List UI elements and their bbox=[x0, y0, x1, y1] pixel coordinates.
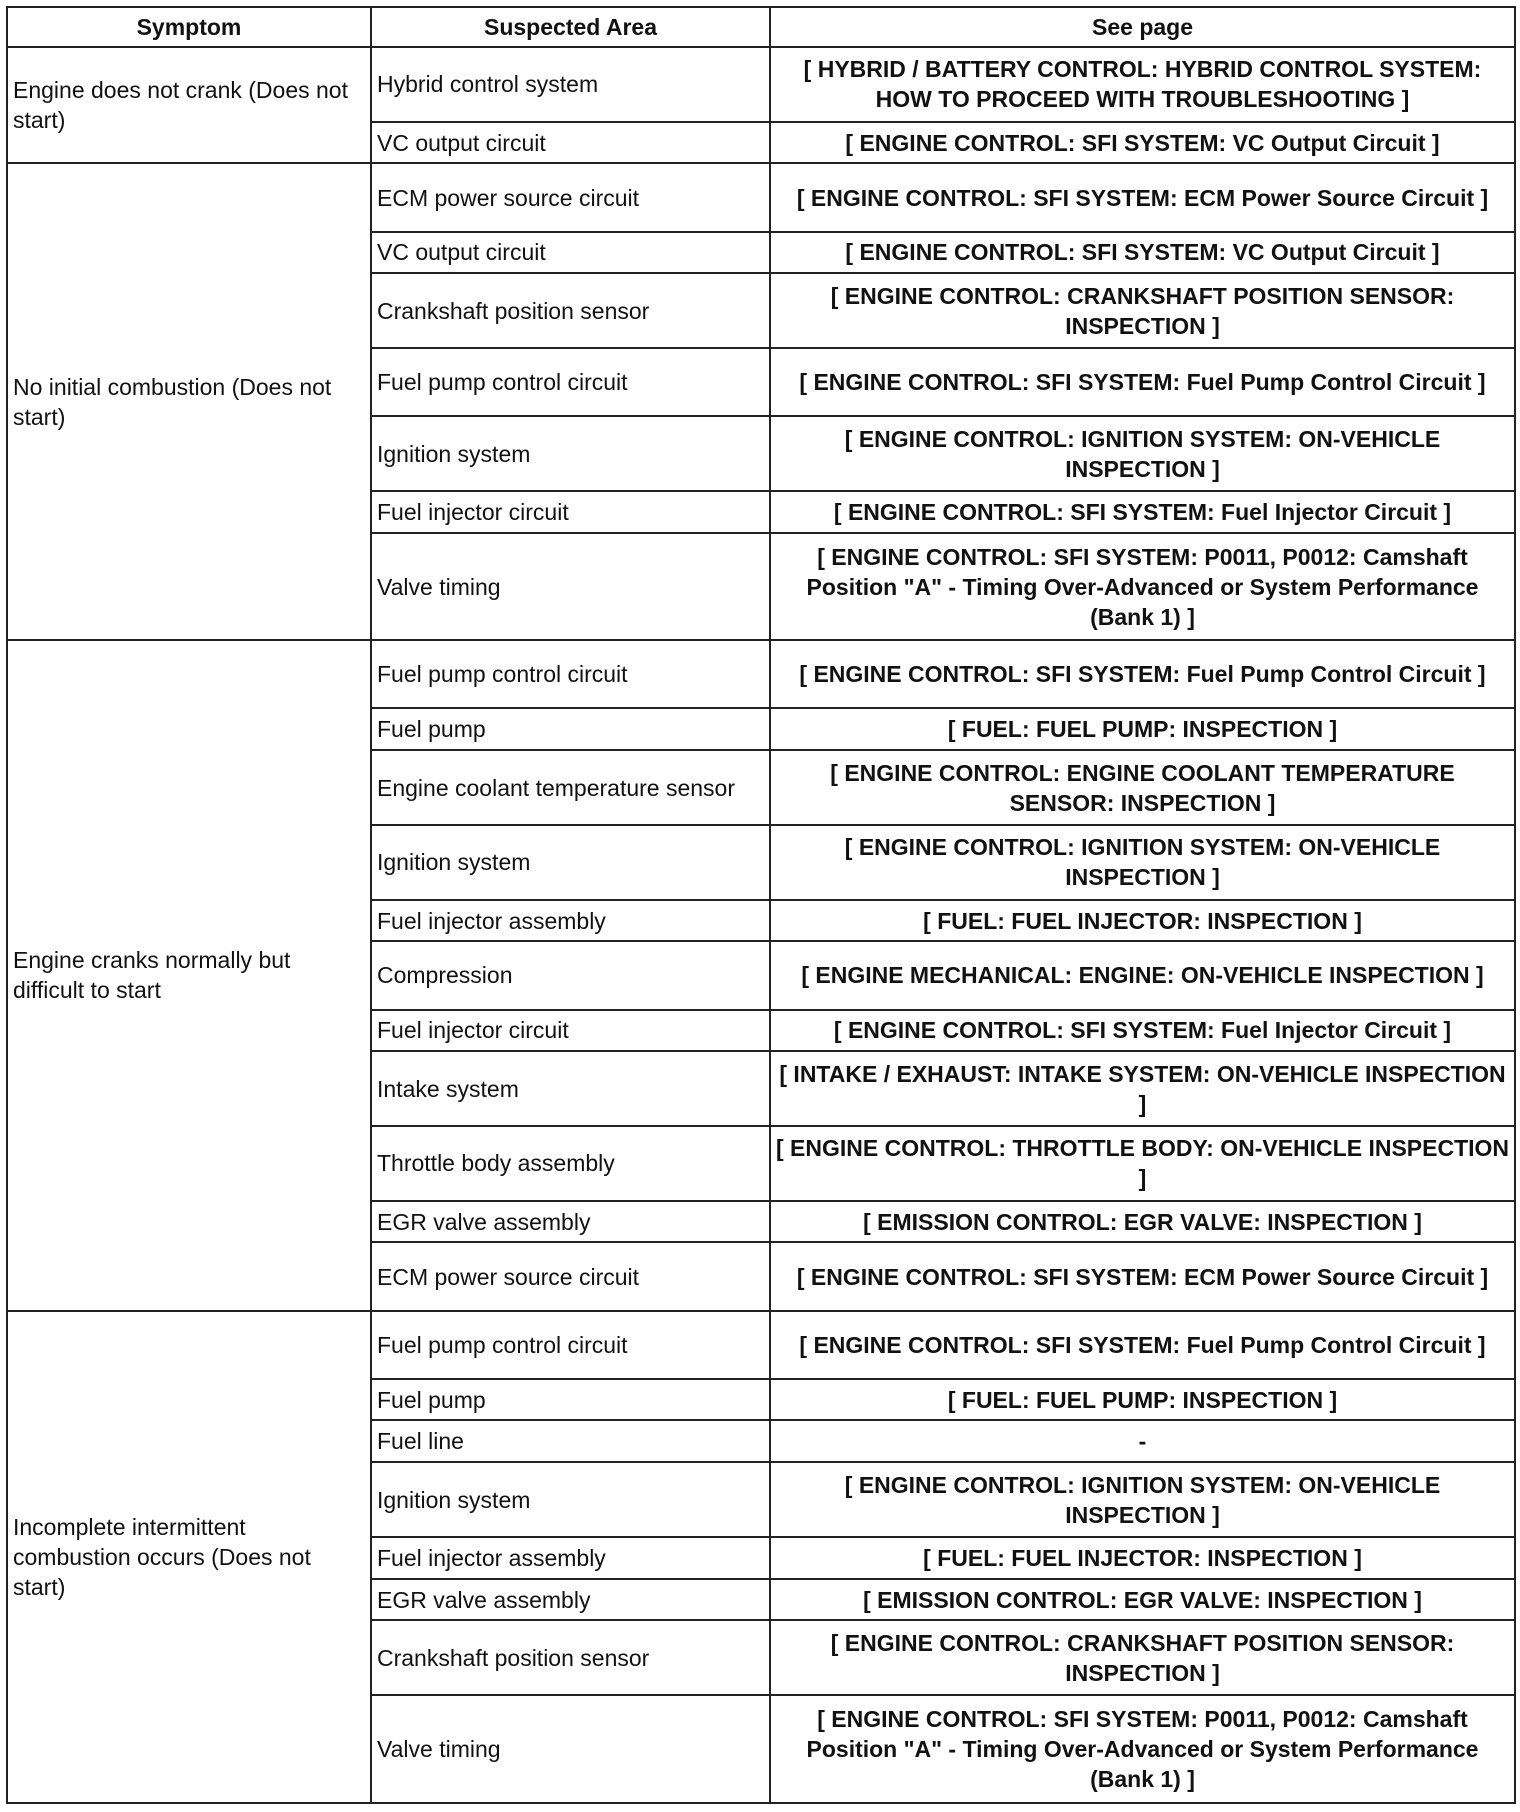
suspected-area-cell: Compression bbox=[371, 941, 770, 1009]
see-page-reference-cell: [ ENGINE CONTROL: SFI SYSTEM: VC Output Circuit ] bbox=[770, 122, 1515, 164]
symptom-cell: Incomplete intermittent combustion occurs (Does not start) bbox=[7, 1311, 371, 1803]
suspected-area-cell: Fuel line bbox=[371, 1420, 770, 1462]
see-page-reference-cell: [ ENGINE CONTROL: ENGINE COOLANT TEMPERATURE SENSOR: INSPECTION ] bbox=[770, 750, 1515, 825]
suspected-area-cell: Crankshaft position sensor bbox=[371, 273, 770, 348]
suspected-area-cell: Fuel pump bbox=[371, 1379, 770, 1421]
see-page-reference-cell: [ ENGINE CONTROL: SFI SYSTEM: P0011, P0012: Camshaft Position "A" - Timing Over-Advanced or System Performance (Bank 1) ] bbox=[770, 1695, 1515, 1803]
suspected-area-cell: Fuel pump control circuit bbox=[371, 348, 770, 416]
see-page-reference-cell: [ ENGINE CONTROL: IGNITION SYSTEM: ON-VEHICLE INSPECTION ] bbox=[770, 825, 1515, 900]
suspected-area-cell: Fuel injector circuit bbox=[371, 1010, 770, 1052]
suspected-area-cell: Engine coolant temperature sensor bbox=[371, 750, 770, 825]
see-page-reference-cell: [ HYBRID / BATTERY CONTROL: HYBRID CONTROL SYSTEM: HOW TO PROCEED WITH TROUBLESHOOTING ] bbox=[770, 47, 1515, 122]
troubleshooting-table bbox=[6, 6, 1516, 1804]
see-page-reference-cell: [ EMISSION CONTROL: EGR VALVE: INSPECTION ] bbox=[770, 1579, 1515, 1621]
suspected-area-cell: Fuel injector assembly bbox=[371, 1537, 770, 1579]
see-page-reference-cell: [ ENGINE CONTROL: SFI SYSTEM: VC Output Circuit ] bbox=[770, 232, 1515, 274]
suspected-area-cell: Fuel pump control circuit bbox=[371, 640, 770, 708]
table-row bbox=[7, 163, 1515, 231]
see-page-reference-cell: [ ENGINE MECHANICAL: ENGINE: ON-VEHICLE INSPECTION ] bbox=[770, 941, 1515, 1009]
see-page-reference-cell: [ ENGINE CONTROL: CRANKSHAFT POSITION SENSOR: INSPECTION ] bbox=[770, 1620, 1515, 1695]
suspected-area-cell: Ignition system bbox=[371, 825, 770, 900]
suspected-area-cell: Hybrid control system bbox=[371, 47, 770, 122]
suspected-area-cell: Valve timing bbox=[371, 1695, 770, 1803]
suspected-area-cell: Intake system bbox=[371, 1051, 770, 1126]
suspected-area-cell: Crankshaft position sensor bbox=[371, 1620, 770, 1695]
table-body bbox=[7, 47, 1515, 1803]
see-page-reference-cell: [ FUEL: FUEL INJECTOR: INSPECTION ] bbox=[770, 1537, 1515, 1579]
symptom-cell: Engine does not crank (Does not start) bbox=[7, 47, 371, 163]
see-page-reference-cell: [ EMISSION CONTROL: EGR VALVE: INSPECTION ] bbox=[770, 1201, 1515, 1243]
see-page-reference-cell: [ INTAKE / EXHAUST: INTAKE SYSTEM: ON-VEHICLE INSPECTION ] bbox=[770, 1051, 1515, 1126]
see-page-reference-cell: [ ENGINE CONTROL: CRANKSHAFT POSITION SENSOR: INSPECTION ] bbox=[770, 273, 1515, 348]
suspected-area-cell: Ignition system bbox=[371, 416, 770, 491]
suspected-area-cell: EGR valve assembly bbox=[371, 1579, 770, 1621]
suspected-area-cell: Valve timing bbox=[371, 533, 770, 641]
see-page-reference-cell: [ ENGINE CONTROL: SFI SYSTEM: P0011, P0012: Camshaft Position "A" - Timing Over-Advanced or System Performance (Bank 1) ] bbox=[770, 533, 1515, 641]
suspected-area-cell: Throttle body assembly bbox=[371, 1126, 770, 1201]
header-see-page: See page bbox=[770, 7, 1515, 47]
suspected-area-cell: EGR valve assembly bbox=[371, 1201, 770, 1243]
see-page-reference-cell: [ ENGINE CONTROL: SFI SYSTEM: Fuel Pump Control Circuit ] bbox=[770, 348, 1515, 416]
see-page-reference-cell: [ ENGINE CONTROL: SFI SYSTEM: Fuel Pump Control Circuit ] bbox=[770, 640, 1515, 708]
table-row bbox=[7, 47, 1515, 122]
see-page-reference-cell: [ ENGINE CONTROL: IGNITION SYSTEM: ON-VEHICLE INSPECTION ] bbox=[770, 1462, 1515, 1537]
see-page-reference-cell: [ ENGINE CONTROL: SFI SYSTEM: ECM Power Source Circuit ] bbox=[770, 163, 1515, 231]
header-symptom: Symptom bbox=[7, 7, 371, 47]
see-page-reference-cell: [ ENGINE CONTROL: SFI SYSTEM: Fuel Pump Control Circuit ] bbox=[770, 1311, 1515, 1379]
suspected-area-cell: Fuel injector circuit bbox=[371, 491, 770, 533]
see-page-reference-cell: [ FUEL: FUEL PUMP: INSPECTION ] bbox=[770, 1379, 1515, 1421]
see-page-reference-cell: [ FUEL: FUEL PUMP: INSPECTION ] bbox=[770, 708, 1515, 750]
see-page-reference-cell: [ ENGINE CONTROL: THROTTLE BODY: ON-VEHICLE INSPECTION ] bbox=[770, 1126, 1515, 1201]
see-page-reference-cell: - bbox=[770, 1420, 1515, 1462]
symptom-cell: No initial combustion (Does not start) bbox=[7, 163, 371, 640]
suspected-area-cell: ECM power source circuit bbox=[371, 163, 770, 231]
see-page-reference-cell: [ ENGINE CONTROL: IGNITION SYSTEM: ON-VEHICLE INSPECTION ] bbox=[770, 416, 1515, 491]
table-row bbox=[7, 1311, 1515, 1379]
suspected-area-cell: Fuel pump control circuit bbox=[371, 1311, 770, 1379]
see-page-reference-cell: [ FUEL: FUEL INJECTOR: INSPECTION ] bbox=[770, 900, 1515, 942]
header-row bbox=[7, 7, 1515, 47]
see-page-reference-cell: [ ENGINE CONTROL: SFI SYSTEM: ECM Power Source Circuit ] bbox=[770, 1242, 1515, 1310]
suspected-area-cell: VC output circuit bbox=[371, 122, 770, 164]
suspected-area-cell: Ignition system bbox=[371, 1462, 770, 1537]
see-page-reference-cell: [ ENGINE CONTROL: SFI SYSTEM: Fuel Injector Circuit ] bbox=[770, 491, 1515, 533]
see-page-reference-cell: [ ENGINE CONTROL: SFI SYSTEM: Fuel Injector Circuit ] bbox=[770, 1010, 1515, 1052]
suspected-area-cell: Fuel injector assembly bbox=[371, 900, 770, 942]
suspected-area-cell: Fuel pump bbox=[371, 708, 770, 750]
suspected-area-cell: ECM power source circuit bbox=[371, 1242, 770, 1310]
table-row bbox=[7, 640, 1515, 708]
symptom-cell: Engine cranks normally but difficult to start bbox=[7, 640, 371, 1310]
suspected-area-cell: VC output circuit bbox=[371, 232, 770, 274]
header-suspected-area: Suspected Area bbox=[371, 7, 770, 47]
